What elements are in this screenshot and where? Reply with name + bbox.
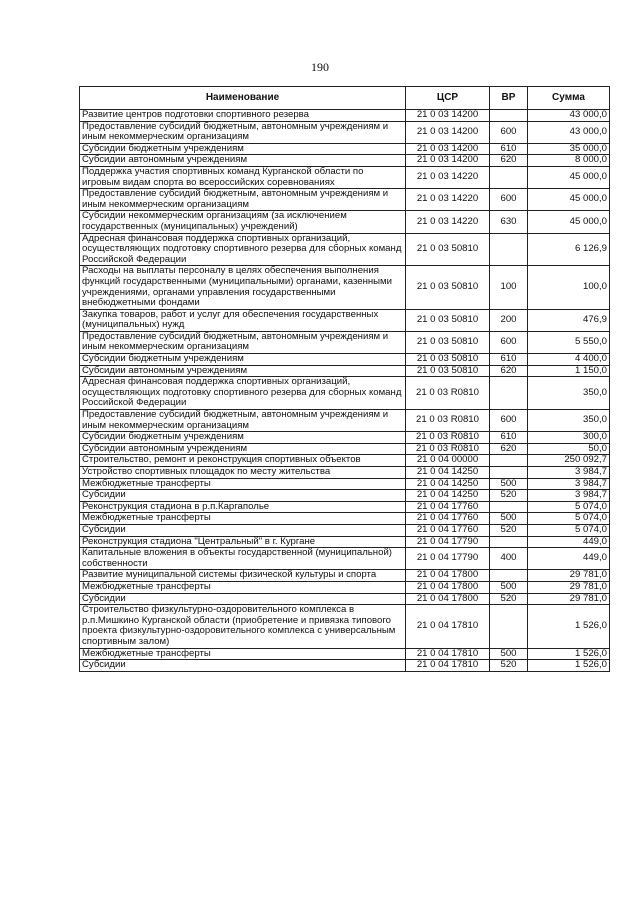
cell-name: Межбюджетные трансферты — [80, 478, 406, 490]
cell-sum: 35 000,0 — [528, 143, 610, 155]
header-sum: Сумма — [528, 87, 610, 110]
table-row — [80, 166, 610, 188]
cell-vr — [490, 377, 528, 410]
cell-vr — [490, 536, 528, 548]
cell-csr: 21 0 03 R0810 — [406, 443, 490, 455]
cell-csr: 21 0 04 17760 — [406, 513, 490, 525]
cell-csr: 21 0 03 14200 — [406, 121, 490, 143]
cell-sum: 4 400,0 — [528, 354, 610, 366]
cell-vr: 610 — [490, 143, 528, 155]
cell-sum: 5 074,0 — [528, 524, 610, 536]
table-row — [80, 605, 610, 648]
table-row — [80, 581, 610, 593]
cell-sum: 45 000,0 — [528, 166, 610, 188]
cell-vr: 200 — [490, 309, 528, 331]
cell-name: Субсидии — [80, 490, 406, 502]
cell-sum: 250 092,7 — [528, 455, 610, 467]
table-row — [80, 110, 610, 122]
cell-sum: 350,0 — [528, 410, 610, 432]
table-row — [80, 331, 610, 353]
header-csr: ЦСР — [406, 87, 490, 110]
cell-sum: 3 984,7 — [528, 490, 610, 502]
cell-name: Межбюджетные трансферты — [80, 581, 406, 593]
cell-name: Предоставление субсидий бюджетным, автономным учреждениям и иным некоммерческим организациям — [80, 121, 406, 143]
cell-csr: 21 0 04 17760 — [406, 501, 490, 513]
table-row — [80, 266, 610, 309]
cell-name: Устройство спортивных площадок по месту жительства — [80, 467, 406, 479]
table-row — [80, 548, 610, 570]
table-row — [80, 443, 610, 455]
table-row — [80, 155, 610, 167]
cell-name: Закупка товаров, работ и услуг для обеспечения государственных (муниципальных) нужд — [80, 309, 406, 331]
cell-name: Расходы на выплаты персоналу в целях обеспечения выполнения функций государственными (муниципальными) органами, казенными учреждениями, органами управления государственными внебюджетными фондами — [80, 266, 406, 309]
table-row — [80, 189, 610, 211]
cell-name: Субсидии бюджетным учреждениям — [80, 432, 406, 444]
table-row — [80, 233, 610, 266]
cell-vr: 610 — [490, 432, 528, 444]
cell-sum: 45 000,0 — [528, 189, 610, 211]
cell-name: Субсидии бюджетным учреждениям — [80, 354, 406, 366]
cell-csr: 21 0 03 50810 — [406, 309, 490, 331]
table-row — [80, 648, 610, 660]
table-row — [80, 501, 610, 513]
table-row — [80, 478, 610, 490]
header-vr: ВР — [490, 87, 528, 110]
cell-vr: 620 — [490, 443, 528, 455]
cell-vr: 400 — [490, 548, 528, 570]
table-row — [80, 365, 610, 377]
cell-name: Развитие центров подготовки спортивного резерва — [80, 110, 406, 122]
cell-name: Субсидии бюджетным учреждениям — [80, 143, 406, 155]
cell-sum: 29 781,0 — [528, 570, 610, 582]
header-name: Наименование — [80, 87, 406, 110]
cell-csr: 21 0 04 17790 — [406, 536, 490, 548]
cell-csr: 21 0 03 14200 — [406, 143, 490, 155]
cell-name: Субсидии автономным учреждениям — [80, 443, 406, 455]
cell-vr: 600 — [490, 121, 528, 143]
cell-sum: 5 074,0 — [528, 513, 610, 525]
table-row — [80, 121, 610, 143]
cell-vr: 520 — [490, 660, 528, 672]
cell-sum: 449,0 — [528, 536, 610, 548]
cell-vr: 600 — [490, 410, 528, 432]
table-row — [80, 660, 610, 672]
table-row — [80, 593, 610, 605]
cell-csr: 21 0 04 17810 — [406, 648, 490, 660]
cell-sum: 5 074,0 — [528, 501, 610, 513]
cell-vr — [490, 605, 528, 648]
cell-name: Адресная финансовая поддержка спортивных организаций, осуществляющих подготовку спортивного резерва для сборных команд Российской Федерации — [80, 233, 406, 266]
table-row — [80, 536, 610, 548]
cell-sum: 1 526,0 — [528, 605, 610, 648]
table-row — [80, 410, 610, 432]
cell-name: Субсидии автономным учреждениям — [80, 155, 406, 167]
cell-csr: 21 0 04 17790 — [406, 548, 490, 570]
cell-sum: 29 781,0 — [528, 581, 610, 593]
cell-sum: 50,0 — [528, 443, 610, 455]
table-row — [80, 467, 610, 479]
cell-sum: 1 526,0 — [528, 648, 610, 660]
budget-table — [79, 86, 610, 672]
cell-name: Поддержка участия спортивных команд Курганской области по игровым видам спорта во всероссийских соревнованиях — [80, 166, 406, 188]
cell-csr: 21 0 04 17760 — [406, 524, 490, 536]
table-row — [80, 570, 610, 582]
cell-vr: 520 — [490, 524, 528, 536]
cell-sum: 45 000,0 — [528, 211, 610, 233]
cell-csr: 21 0 04 17800 — [406, 570, 490, 582]
cell-name: Субсидии — [80, 524, 406, 536]
cell-vr: 630 — [490, 211, 528, 233]
cell-vr: 600 — [490, 189, 528, 211]
cell-vr: 500 — [490, 513, 528, 525]
cell-vr — [490, 467, 528, 479]
table-row — [80, 143, 610, 155]
cell-csr: 21 0 03 14220 — [406, 211, 490, 233]
cell-csr: 21 0 03 50810 — [406, 365, 490, 377]
cell-csr: 21 0 03 50810 — [406, 331, 490, 353]
cell-sum: 100,0 — [528, 266, 610, 309]
cell-sum: 476,9 — [528, 309, 610, 331]
table-body — [80, 110, 610, 672]
cell-csr: 21 0 03 R0810 — [406, 377, 490, 410]
cell-csr: 21 0 04 14250 — [406, 478, 490, 490]
cell-vr: 100 — [490, 266, 528, 309]
cell-csr: 21 0 04 00000 — [406, 455, 490, 467]
cell-vr — [490, 455, 528, 467]
cell-csr: 21 0 04 14250 — [406, 490, 490, 502]
cell-sum: 350,0 — [528, 377, 610, 410]
cell-name: Реконструкция стадиона в р.п.Каргаполье — [80, 501, 406, 513]
cell-sum: 29 781,0 — [528, 593, 610, 605]
cell-name: Субсидии некоммерческим организациям (за исключением государственных (муниципальных) учреждений) — [80, 211, 406, 233]
cell-vr: 520 — [490, 490, 528, 502]
cell-name: Предоставление субсидий бюджетным, автономным учреждениям и иным некоммерческим организациям — [80, 410, 406, 432]
cell-vr: 500 — [490, 648, 528, 660]
cell-csr: 21 0 03 R0810 — [406, 432, 490, 444]
cell-csr: 21 0 04 14250 — [406, 467, 490, 479]
cell-name: Капитальные вложения в объекты государственной (муниципальной) собственности — [80, 548, 406, 570]
cell-csr: 21 0 03 14200 — [406, 110, 490, 122]
table-row — [80, 524, 610, 536]
cell-csr: 21 0 03 14220 — [406, 166, 490, 188]
cell-vr — [490, 166, 528, 188]
cell-name: Межбюджетные трансферты — [80, 513, 406, 525]
cell-vr: 500 — [490, 581, 528, 593]
cell-vr: 620 — [490, 365, 528, 377]
cell-csr: 21 0 03 14200 — [406, 155, 490, 167]
table-row — [80, 490, 610, 502]
table-row — [80, 432, 610, 444]
cell-sum: 1 526,0 — [528, 660, 610, 672]
cell-sum: 1 150,0 — [528, 365, 610, 377]
cell-sum: 8 000,0 — [528, 155, 610, 167]
cell-vr: 610 — [490, 354, 528, 366]
cell-vr — [490, 110, 528, 122]
cell-csr: 21 0 04 17800 — [406, 593, 490, 605]
cell-sum: 5 550,0 — [528, 331, 610, 353]
cell-name: Межбюджетные трансферты — [80, 648, 406, 660]
table-row — [80, 377, 610, 410]
table-header-row — [80, 87, 610, 110]
page-number: 190 — [311, 60, 329, 74]
cell-name: Субсидии — [80, 660, 406, 672]
cell-vr — [490, 570, 528, 582]
table-row — [80, 455, 610, 467]
table-row — [80, 309, 610, 331]
cell-vr: 500 — [490, 478, 528, 490]
cell-vr: 600 — [490, 331, 528, 353]
cell-csr: 21 0 03 14220 — [406, 189, 490, 211]
cell-csr: 21 0 04 17800 — [406, 581, 490, 593]
cell-sum: 300,0 — [528, 432, 610, 444]
cell-vr: 520 — [490, 593, 528, 605]
cell-sum: 3 984,7 — [528, 467, 610, 479]
cell-csr: 21 0 04 17810 — [406, 660, 490, 672]
cell-sum: 6 126,9 — [528, 233, 610, 266]
cell-sum: 43 000,0 — [528, 110, 610, 122]
cell-name: Реконструкция стадиона "Центральный" в г. Кургане — [80, 536, 406, 548]
cell-name: Развитие муниципальной системы физической культуры и спорта — [80, 570, 406, 582]
cell-sum: 43 000,0 — [528, 121, 610, 143]
cell-name: Предоставление субсидий бюджетным, автономным учреждениям и иным некоммерческим организациям — [80, 189, 406, 211]
cell-csr: 21 0 03 50810 — [406, 354, 490, 366]
table-row — [80, 354, 610, 366]
cell-name: Строительство, ремонт и реконструкция спортивных объектов — [80, 455, 406, 467]
cell-csr: 21 0 03 50810 — [406, 233, 490, 266]
cell-name: Предоставление субсидий бюджетным, автономным учреждениям и иным некоммерческим организациям — [80, 331, 406, 353]
table-row — [80, 513, 610, 525]
cell-sum: 449,0 — [528, 548, 610, 570]
cell-name: Строительство физкультурно-оздоровительного комплекса в р.п.Мишкино Курганской области (приобретение и привязка типового проекта физкультурно-оздоровительного комплекса с универсальным спортивным залом) — [80, 605, 406, 648]
cell-csr: 21 0 03 R0810 — [406, 410, 490, 432]
cell-name: Адресная финансовая поддержка спортивных организаций, осуществляющих подготовку спортивного резерва для сборных команд Российской Федерации — [80, 377, 406, 410]
cell-name: Субсидии — [80, 593, 406, 605]
cell-vr — [490, 501, 528, 513]
table-row — [80, 211, 610, 233]
cell-csr: 21 0 03 50810 — [406, 266, 490, 309]
cell-vr: 620 — [490, 155, 528, 167]
cell-name: Субсидии автономным учреждениям — [80, 365, 406, 377]
cell-vr — [490, 233, 528, 266]
cell-sum: 3 984,7 — [528, 478, 610, 490]
cell-csr: 21 0 04 17810 — [406, 605, 490, 648]
